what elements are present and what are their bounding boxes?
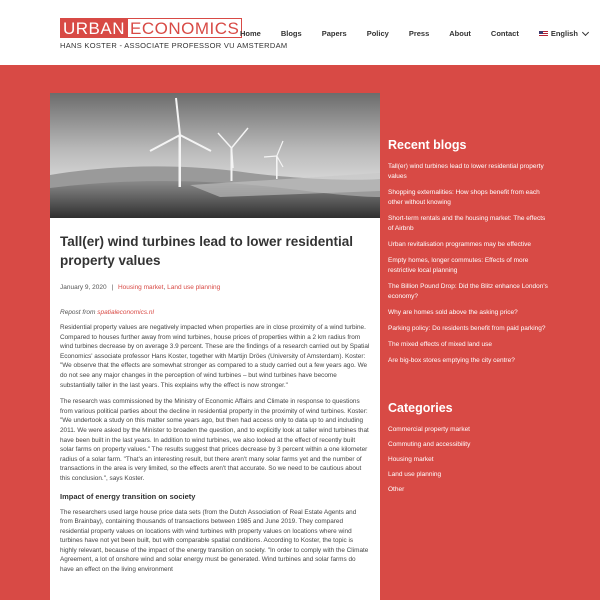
nav-home[interactable]: Home [240,29,261,38]
category-link[interactable]: Housing market [388,456,434,463]
article-paragraph: The research was commissioned by the Ministry of Economic Affairs and Climate in response to questions from various political parties about the decline in residential property in the proximity of wind turbines. Koster: "We undertook a study on this matter some years ago, but then had access only to data up to and including 2011. We were asked by the Minister to broaden the question, and to explicitly look at taller wind turbines that have been built in the last years. In addition to wind turbines, we also looked at the effect of recently built solar farms on property values." The results suggest that prices decrease by 3 percent within a one kilometer radius of a solar farm. "That's an interesting result, but there aren't many solar farms yet and the number of transactions in the area is very limited, so the effects aren't that accurate. So we need to be cautious about this conclusion.", says Koster. [60,398,369,482]
featured-image [50,93,380,218]
recent-blog-link[interactable]: Why are homes sold above the asking price? [388,309,518,316]
category-link[interactable]: Commercial property market [388,426,470,433]
recent-blogs-widget [388,138,548,372]
recent-blog-link[interactable]: Urban revitalisation programmes may be effective [388,241,531,248]
post-meta [60,284,370,291]
nav-about[interactable]: About [449,29,471,38]
recent-blogs-title: Recent blogs [388,138,467,152]
nav-policy[interactable]: Policy [366,29,389,38]
logo-urban: URBAN [60,18,128,38]
us-flag-icon [539,31,548,37]
repost-label: Repost from [60,309,98,316]
recent-blog-link[interactable]: The mixed effects of mixed land use [388,341,492,348]
article-paragraph: Residential property values are negatively impacted when properties are in close proximity of a wind turbine. Compared to houses further away from wind turbines, house prices of properties within a 2 km radius from wind turbines decrease by on average 3.9 percent. These are the findings of a research carried out by Spatial Economics' associate professor Hans Koster, together with Martijn Dröes (University of Amsterdam). Koster: "We observe that the effects are somewhat stronger as compared to a study carried out a few years ago. We do not see any major changes in the perception of wind turbines – but wind turbines have become substantially taller in the last years. This explains why the effect is now stronger." [60,324,370,389]
recent-blog-link[interactable]: Are big-box stores emptying the city centre? [388,357,515,364]
categories-list [388,425,548,495]
category-separator: , [163,284,168,291]
nav-papers[interactable]: Papers [321,29,347,38]
recent-blog-link[interactable]: Short-term rentals and the housing market: The effects of Airbnb [388,215,546,232]
meta-separator: | [111,284,114,291]
category-link[interactable]: Land use planning [388,471,442,478]
recent-blogs-list [388,162,548,366]
article-subheading: Impact of energy transition on society [60,491,196,501]
language-switcher[interactable] [539,29,588,38]
recent-blog-link[interactable]: The Billion Pound Drop: Did the Blitz enhance London's economy? [388,283,548,300]
category-link-housing[interactable]: Housing market [117,284,164,291]
nav-press[interactable]: Press [408,29,430,38]
main-nav [240,29,588,38]
logo-economics: ECONOMICS [128,18,242,38]
nav-contact[interactable]: Contact [490,29,519,38]
article-card [50,93,380,600]
site-header [0,0,600,65]
categories-title: Categories [388,401,453,415]
post-title: Tall(er) wind turbines lead to lower residential property values [60,234,354,268]
repost-source-link[interactable]: spatialeconomics.nl [97,309,154,316]
site-tagline: HANS KOSTER - ASSOCIATE PROFESSOR VU AMSTERDAM [60,41,288,50]
category-link-land-use[interactable]: Land use planning [167,284,221,291]
chevron-down-icon [582,28,589,35]
recent-blog-link[interactable]: Shopping externalities: How shops benefit from each other without knowing [388,189,540,206]
recent-blog-link[interactable]: Tall(er) wind turbines lead to lower residential property values [388,163,544,180]
repost-note [60,309,370,316]
recent-blog-link[interactable]: Empty homes, longer commutes: Effects of more restrictive local planning [388,257,529,274]
recent-blog-link[interactable]: Parking policy: Do residents benefit from paid parking? [388,325,546,332]
categories-widget [388,401,548,500]
category-link[interactable]: Commuting and accessibility [388,441,471,448]
nav-blogs[interactable]: Blogs [280,29,302,38]
language-label: English [550,29,578,38]
article-body [50,218,380,575]
category-link[interactable]: Other [388,486,405,493]
article-paragraph: The researchers used large house price data sets (from the Dutch Association of Real Estate Agents and from Brainbay), containing thousands of transactions between 1985 and June 2019. They compared residential property values on locations with wind turbines with property values on locations where wind turbines have not yet been built, but with comparable spatial conditions. According to Koster, the topic is highly relevant, because of the impact of the energy transition on society. "In order to comply with the Climate Agreement, a lot of onshore wind and solar energy must be generated. Wind turbines and solar farms do have an effect on the living environment [60,508,369,574]
post-date: January 9, 2020 [60,284,107,291]
